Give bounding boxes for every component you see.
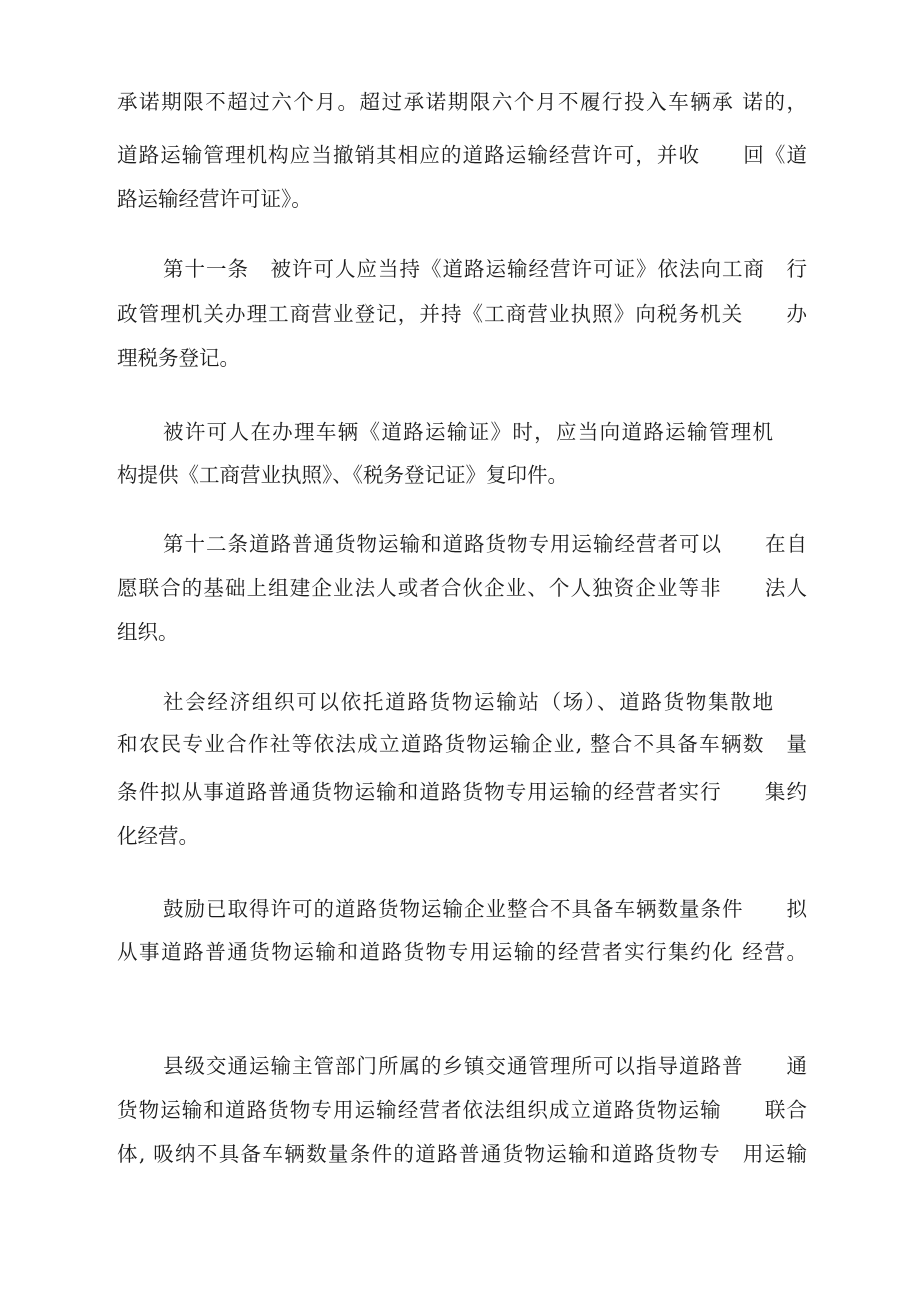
text-line: 愿联合的基础上组建企业法人或者合伙企业、个人独资企业等非 法人 bbox=[117, 576, 807, 600]
text-line: 政管理机关办理工商营业登记，并持《工商营业执照》向税务机关 办 bbox=[117, 302, 807, 326]
text-line: 条件拟从事道路普通货物运输和道路货物专用运输的经营者实行 集约 bbox=[117, 780, 807, 804]
text-line: 县级交通运输主管部门所属的乡镇交通管理所可以指导道路普 通 bbox=[163, 1054, 807, 1078]
text-line: 货物运输和道路货物专用运输经营者依法组织成立道路货物运输 联合 bbox=[117, 1098, 807, 1122]
text-line: 被许可人在办理车辆《道路运输证》时，应当向道路运输管理机 bbox=[163, 420, 773, 444]
text-line: 第十二条道路普通货物运输和道路货物专用运输经营者可以 在自 bbox=[163, 532, 807, 556]
text-line: 组织。 bbox=[117, 620, 179, 644]
text-line: 道路运输管理机构应当撤销其相应的道路运输经营许可，并收 回《道 bbox=[117, 143, 807, 167]
text-line: 和农民专业合作社等依法成立道路货物运输企业, 整合不具备车辆数 量 bbox=[117, 732, 807, 756]
text-line: 理税务登记。 bbox=[117, 346, 240, 370]
text-line: 社会经济组织可以依托道路货物运输站（场）、道路货物集散地 bbox=[163, 690, 773, 714]
text-line: 从事道路普通货物运输和道路货物专用运输的经营者实行集约化 经营。 bbox=[117, 940, 807, 964]
text-line: 鼓励已取得许可的道路货物运输企业整合不具备车辆数量条件 拟 bbox=[163, 897, 807, 921]
text-line: 第十一条 被许可人应当持《道路运输经营许可证》依法向工商 行 bbox=[163, 257, 807, 281]
text-line: 承诺期限不超过六个月。超过承诺期限六个月不履行投入车辆承 诺的， bbox=[117, 90, 807, 114]
text-line: 构提供《工商营业执照》、《税务登记证》复印件。 bbox=[117, 463, 568, 487]
text-line: 体, 吸纳不具备车辆数量条件的道路普通货物运输和道路货物专 用运输 bbox=[117, 1142, 807, 1166]
text-line: 路运输经营许可证》。 bbox=[117, 187, 312, 211]
text-line: 化经营。 bbox=[117, 824, 199, 848]
